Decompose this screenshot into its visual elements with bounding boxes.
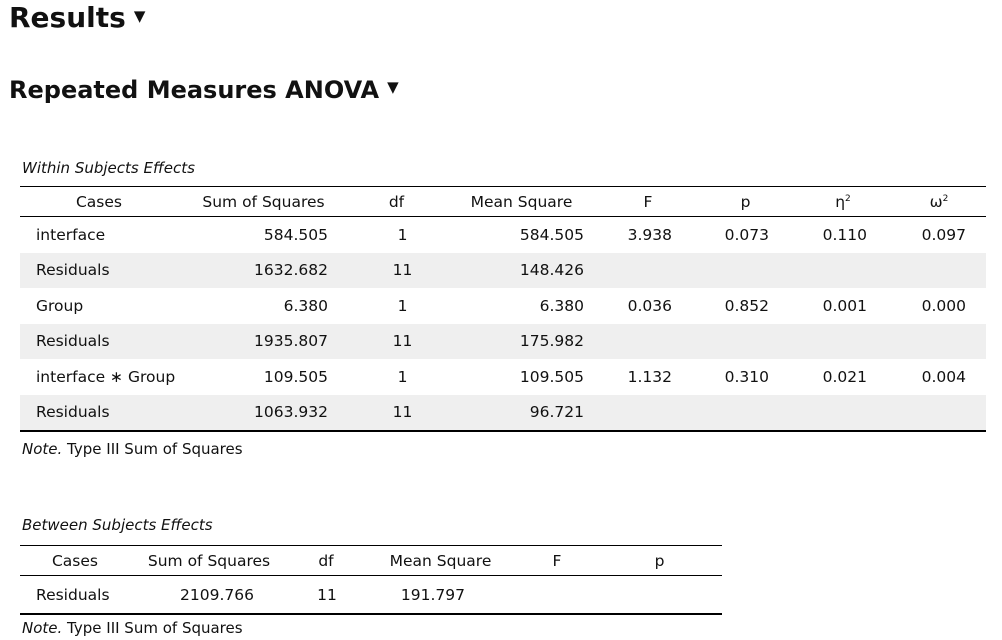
cell-f — [599, 324, 697, 360]
between-subjects-table — [20, 545, 722, 615]
cell-eta — [794, 395, 892, 432]
cell-ss: 6.380 — [283, 296, 328, 315]
cell-case: Residuals — [20, 395, 178, 432]
cell-omega: 0.097 — [921, 225, 966, 244]
anova-caret-icon[interactable]: ▼ — [387, 78, 399, 96]
cell-case: interface — [36, 225, 106, 244]
header-mean-square: Mean Square — [444, 187, 599, 217]
cell-df: 11 — [349, 253, 444, 289]
header-p: p — [597, 546, 722, 576]
header-sum-of-squares: Sum of Squares — [130, 546, 288, 576]
cell-omega — [892, 253, 986, 289]
table-row — [20, 253, 986, 289]
cell-ss: 1935.807 — [178, 324, 349, 360]
cell-p: 0.852 — [724, 296, 769, 315]
cell-eta — [794, 253, 892, 289]
results-heading — [9, 0, 145, 40]
header-mean-square: Mean Square — [364, 546, 517, 576]
eta-superscript: 2 — [845, 193, 851, 204]
cell-ss: 1632.682 — [178, 253, 349, 289]
cell-df: 11 — [288, 576, 364, 615]
header-sum-of-squares: Sum of Squares — [178, 187, 349, 217]
cell-omega — [892, 395, 986, 432]
cell-ms: 96.721 — [444, 395, 599, 432]
table-row — [20, 324, 986, 360]
cell-omega: 0.004 — [921, 367, 966, 386]
cell-eta — [794, 324, 892, 360]
cell-p — [597, 576, 722, 615]
cell-eta: 0.110 — [822, 225, 867, 244]
between-subjects-caption: Between Subjects Effects — [22, 516, 213, 534]
cell-case: Residuals — [20, 253, 178, 289]
cell-ms: 175.982 — [444, 324, 599, 360]
header-df: df — [288, 546, 364, 576]
header-f: F — [599, 187, 697, 217]
cell-ss: 109.505 — [263, 367, 328, 386]
cell-eta: 0.001 — [822, 296, 867, 315]
cell-ss: 584.505 — [263, 225, 328, 244]
table-row — [20, 288, 986, 324]
table-row — [20, 576, 722, 615]
omega-superscript: 2 — [942, 193, 949, 204]
cell-f: 3.938 — [627, 225, 672, 244]
cell-df: 11 — [349, 395, 444, 432]
cell-ms: 148.426 — [444, 253, 599, 289]
cell-case: Group — [36, 296, 84, 315]
between-note-text: Type III Sum of Squares — [62, 619, 243, 637]
cell-f — [517, 576, 597, 615]
cell-p — [697, 395, 794, 432]
table-row — [20, 359, 986, 395]
within-note-text: Type III Sum of Squares — [62, 440, 243, 458]
cell-f: 1.132 — [627, 367, 672, 386]
results-title: Results — [9, 1, 126, 34]
cell-ms: 584.505 — [519, 225, 584, 244]
cell-df: 1 — [397, 225, 408, 244]
cell-df: 1 — [397, 367, 408, 386]
cell-omega: 0.000 — [921, 296, 966, 315]
cell-omega — [892, 324, 986, 360]
header-cases: Cases — [20, 187, 178, 217]
cell-p — [697, 324, 794, 360]
table-header-row — [20, 546, 722, 576]
cell-case: Residuals — [20, 324, 178, 360]
omega-symbol: ω — [929, 192, 943, 211]
between-note — [22, 618, 243, 638]
cell-df: 1 — [397, 296, 408, 315]
between-note-label: Note. — [22, 619, 63, 637]
cell-f — [599, 253, 697, 289]
cell-ms: 191.797 — [364, 576, 517, 615]
header-omega-squared — [892, 187, 986, 217]
header-cases: Cases — [20, 546, 130, 576]
table-header-row — [20, 187, 986, 217]
within-subjects-table — [20, 186, 986, 432]
table-row — [20, 395, 986, 432]
eta-symbol: η — [835, 192, 846, 211]
cell-p: 0.310 — [724, 367, 769, 386]
results-caret-icon[interactable]: ▼ — [133, 7, 146, 25]
cell-ms: 109.505 — [519, 367, 584, 386]
cell-p: 0.073 — [724, 225, 769, 244]
cell-ms: 6.380 — [539, 296, 584, 315]
within-note-label: Note. — [22, 440, 63, 458]
cell-case: interface ∗ Group — [36, 367, 176, 386]
anova-title: Repeated Measures ANOVA — [9, 76, 380, 104]
header-p: p — [697, 187, 794, 217]
table-row — [20, 217, 986, 253]
header-f: F — [517, 546, 597, 576]
cell-p — [697, 253, 794, 289]
cell-ss: 1063.932 — [178, 395, 349, 432]
cell-f: 0.036 — [627, 296, 672, 315]
cell-eta: 0.021 — [822, 367, 867, 386]
cell-case: Residuals — [20, 576, 130, 615]
within-note — [22, 439, 243, 459]
within-subjects-caption: Within Subjects Effects — [22, 159, 195, 177]
cell-ss: 2109.766 — [130, 576, 288, 615]
anova-heading — [9, 74, 399, 109]
header-eta-squared — [794, 187, 892, 217]
cell-f — [599, 395, 697, 432]
cell-df: 11 — [349, 324, 444, 360]
header-df: df — [349, 187, 444, 217]
